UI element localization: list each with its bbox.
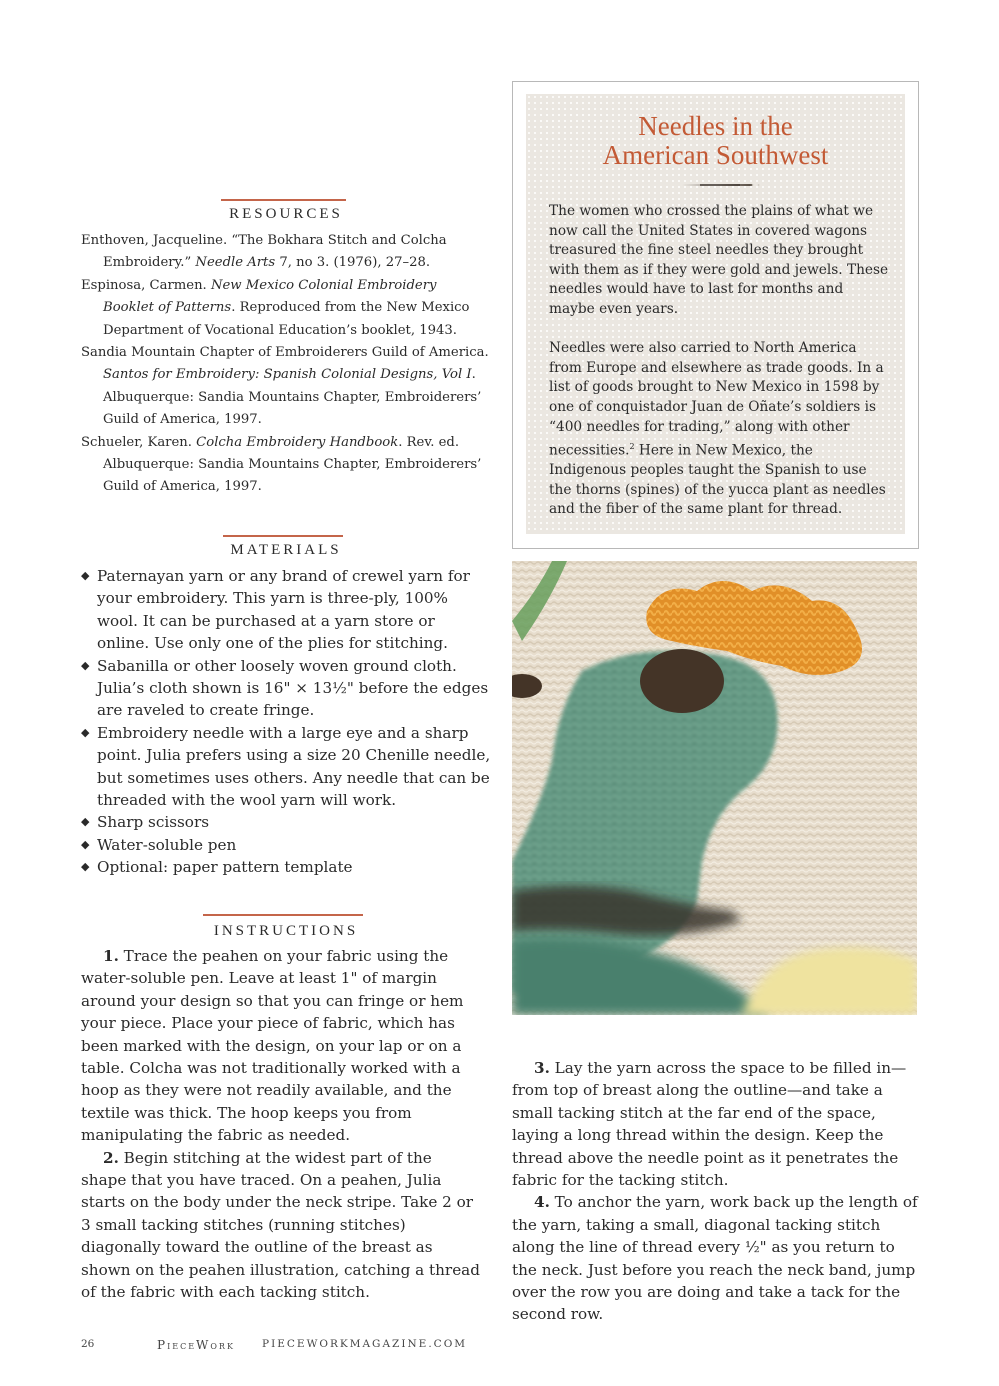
diamond-bullet-icon: ◆ (81, 860, 90, 874)
resource-entry: Enthoven, Jacqueline. “The Bokhara Stitch and Colcha Embroidery.” Needle Arts 7, no 3. (1976), 27–28. (81, 233, 447, 271)
list-item: ◆ Sabanilla or other loosely woven ground cloth. Julia’s cloth shown is 16" × 13½" before the edges are raveled to create fringe. (81, 656, 489, 720)
instructions-heading: INSTRUCTIONS (213, 923, 359, 939)
instruction-step: 4. To anchor the yarn, work back up the length of the yarn, taking a small, diagonal tacking stitch along the line of thread every ½" as you return to the neck. Just before you reach the neck band, jump over the row you are doing and take a tack for the second row. (512, 1193, 918, 1324)
diamond-bullet-icon: ◆ (81, 815, 90, 829)
instructions-right-column (512, 1057, 920, 1326)
sidebar-paragraph: Needles were also carried to North America from Europe and elsewhere as trade goods. In a list of goods brought to New Mexico in 1598 by one of conquistador Juan de Oñate’s soldiers is “400 needles for trading,” along with other necessities.$^2$ Here in New Mexico, the Indigenous peoples taught the Spanish to use the thorns (spines) of the yucca plant as needles and the fiber of the same plant for thread. (549, 340, 886, 518)
instructions-left-column (81, 945, 481, 1304)
footnote-marker: 2 (629, 442, 635, 452)
sidebar-paragraph: The women who crossed the plains of what we now call the United States in covered wagons treasured the fine steel needles they brought with them as if they were gold and jewels. These needles would have to last for months and maybe even years. (549, 203, 889, 317)
magazine-name: PieceWork (157, 1338, 235, 1352)
instructions-rule (203, 914, 363, 916)
resource-entry: Espinosa, Carmen. New Mexico Colonial Embroidery Booklet of Patterns. Reproduced from the New Mexico Department of Vocational Education’s booklet, 1943. (81, 277, 470, 338)
diamond-bullet-icon: ◆ (81, 725, 90, 739)
diamond-bullet-icon: ◆ (81, 569, 90, 582)
list-item: ◆ Embroidery needle with a large eye and a sharp point. Julia prefers using a size 20 Chenille needle, but sometimes uses others. Any needle that can be threaded with the wool yarn will work. (81, 723, 491, 810)
diamond-bullet-icon: ◆ (81, 658, 90, 672)
list-item: ◆ Water-soluble pen (81, 834, 491, 856)
page-number: 26 (81, 1338, 95, 1350)
list-item: ◆ Paternayan yarn or any brand of crewel yarn for your embroidery. This yarn is three-ply, 100% wool. It can be purchased at a yarn store or online. Use only one of the plies for stitching. (81, 567, 470, 653)
instruction-step: 1. Trace the peahen on your fabric using the water-soluble pen. Leave at least 1" of margin around your design so that you can fringe or hem your piece. Place your piece of fabric, which has been marked with the design, on your lap or on a table. Colcha was not traditionally worked with a hoop as they were not readily available, and the textile was thick. The hoop keeps you from manipulating the fabric as needed. (81, 947, 464, 1145)
materials-heading: MATERIALS (230, 542, 342, 558)
resource-entry: Schueler, Karen. Colcha Embroidery Handbook. Rev. ed. Albuquerque: Sandia Mountains Chapter, Embroiderers’ Guild of America, 1997. (81, 434, 482, 495)
resources-list (81, 230, 489, 499)
diamond-bullet-icon: ◆ (81, 837, 90, 851)
sidebar-title: Needles in the American Southwest (602, 111, 829, 170)
sidebar-body (549, 202, 889, 540)
list-item: ◆ Optional: paper pattern template (81, 856, 491, 878)
embroidery-photo (512, 561, 917, 1015)
resources-heading: RESOURCES (229, 206, 343, 222)
resources-rule (221, 199, 346, 201)
instruction-step: 3. Lay the yarn across the space to be filled in—from top of breast along the outline—and take a small tacking stitch at the far end of the space, laying a long thread within the design. Keep the thread above the needle point as it penetrates the fabric for the tacking stitch. (512, 1059, 907, 1190)
materials-list (81, 565, 491, 879)
website-url: PIECEWORKMAGAZINE.COM (262, 1338, 468, 1350)
instruction-step: 2. Begin stitching at the widest part of the shape that you have traced. On a peahen, Julia starts on the body under the neck stripe. Take 2 or 3 small tacking stitches (running stitches) diagonally toward the outline of the breast as shown on the peahen illustration, catching a thread of the fabric with each tacking stitch. (81, 1148, 480, 1302)
resource-entry: Sandia Mountain Chapter of Embroiderers Guild of America. Santos for Embroidery: Spanish Colonial Designs, Vol I. Albuquerque: Sandia Mountains Chapter, Embroiderers’ Guild of America, 1997. (81, 345, 489, 428)
needle-ornament-icon (680, 180, 764, 190)
materials-rule (223, 535, 343, 537)
list-item: ◆ Sharp scissors (81, 811, 491, 833)
embroidery-closeup-image (512, 561, 917, 1015)
